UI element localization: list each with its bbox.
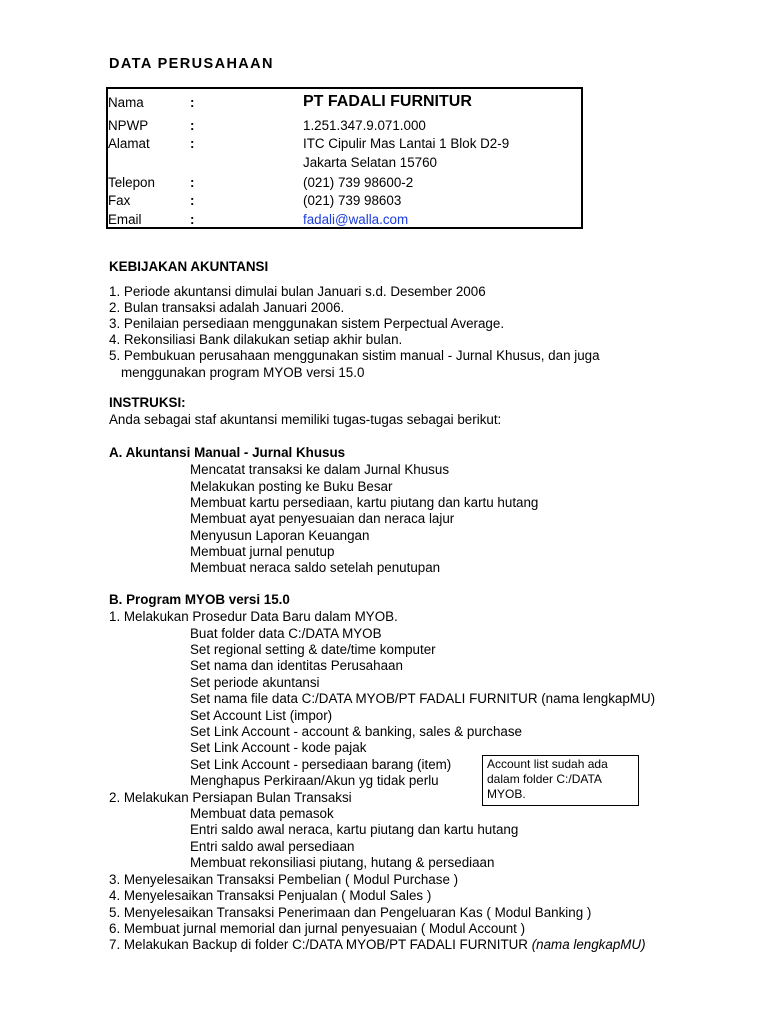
note-line: Account list sudah ada	[487, 757, 608, 771]
telepon-value: (021) 739 98600-2	[303, 175, 414, 190]
telepon-label: Telepon	[108, 175, 155, 190]
kebijakan-item: 2. Bulan transaksi adalah Januari 2006.	[109, 300, 345, 315]
step2-item: Membuat data pemasok	[190, 806, 334, 821]
step1-item: Buat folder data C:/DATA MYOB	[190, 626, 382, 641]
section-b-step3: 3. Menyelesaikan Transaksi Pembelian ( Modul Purchase )	[109, 872, 459, 887]
step2-item: Entri saldo awal persediaan	[190, 839, 355, 854]
step1-item: Set nama dan identitas Perusahaan	[190, 658, 403, 673]
kebijakan-item-continuation: menggunakan program MYOB versi 15.0	[121, 365, 365, 380]
telepon-colon: :	[190, 175, 195, 190]
section-a-heading: A. Akuntansi Manual - Jurnal Khusus	[109, 445, 346, 460]
section-a-item: Membuat jurnal penutup	[190, 544, 335, 559]
section-b-step4: 4. Menyelesaikan Transaksi Penjualan ( Modul Sales )	[109, 888, 432, 903]
step1-item: Set periode akuntansi	[190, 675, 320, 690]
alamat-value-line1: ITC Cipulir Mas Lantai 1 Blok D2-9	[303, 136, 510, 151]
instruksi-intro: Anda sebagai staf akuntansi memiliki tugas-tugas sebagai berikut:	[109, 412, 502, 427]
section-a-item: Membuat ayat penyesuaian dan neraca lajur	[190, 511, 455, 526]
section-a-item: Membuat neraca saldo setelah penutupan	[190, 560, 441, 575]
fax-colon: :	[190, 193, 195, 208]
step7-text: 7. Melakukan Backup di folder C:/DATA MYOB/PT FADALI FURNITUR	[109, 937, 532, 952]
step1-item: Set Account List (impor)	[190, 708, 333, 723]
section-a-item: Mencatat transaksi ke dalam Jurnal Khusus	[190, 462, 450, 477]
name-colon: :	[190, 95, 195, 110]
section-b-step6: 6. Membuat jurnal memorial dan jurnal penyesuaian ( Modul Account )	[109, 921, 526, 936]
section-b-step5: 5. Menyelesaikan Transaksi Penerimaan dan Pengeluaran Kas ( Modul Banking )	[109, 905, 592, 920]
note-line: MYOB.	[487, 787, 526, 801]
section-b-heading: B. Program MYOB versi 15.0	[109, 592, 290, 607]
step1-item: Menghapus Perkiraan/Akun yg tidak perlu	[190, 773, 439, 788]
step2-item: Membuat rekonsiliasi piutang, hutang & persediaan	[190, 855, 495, 870]
alamat-label: Alamat	[108, 136, 150, 151]
step7-note: (nama lengkapMU)	[531, 937, 646, 952]
email-link[interactable]: fadali@walla.com	[303, 212, 409, 227]
step1-item: Set nama file data C:/DATA MYOB/PT FADALI FURNITUR (nama lengkapMU)	[190, 691, 656, 706]
name-label: Nama	[108, 95, 144, 110]
note-line: dalam folder C:/DATA	[487, 772, 602, 786]
email-label: Email	[108, 212, 142, 227]
instruksi-heading: INSTRUKSI:	[109, 395, 186, 410]
section-b-step1: 1. Melakukan Prosedur Data Baru dalam MYOB.	[109, 609, 398, 624]
section-a-item: Membuat kartu persediaan, kartu piutang dan kartu hutang	[190, 495, 539, 510]
fax-value: (021) 739 98603	[303, 193, 402, 208]
section-b-step7	[109, 937, 646, 953]
section-b-step2: 2. Melakukan Persiapan Bulan Transaksi	[109, 790, 352, 805]
kebijakan-heading: KEBIJAKAN AKUNTANSI	[109, 259, 269, 274]
kebijakan-item: 5. Pembukuan perusahaan menggunakan sistim manual - Jurnal Khusus, dan juga	[109, 348, 600, 363]
email-colon: :	[190, 212, 195, 227]
kebijakan-item: 1. Periode akuntansi dimulai bulan Januari s.d. Desember 2006	[109, 284, 486, 299]
company-name: PT FADALI FURNITUR	[303, 93, 472, 110]
step1-item: Set Link Account - account & banking, sales & purchase	[190, 724, 522, 739]
alamat-colon: :	[190, 136, 195, 151]
kebijakan-item: 4. Rekonsiliasi Bank dilakukan setiap akhir bulan.	[109, 332, 403, 347]
account-list-note-box	[482, 755, 639, 806]
step1-item: Set Link Account - kode pajak	[190, 740, 367, 755]
step1-item: Set regional setting & date/time komputer	[190, 642, 436, 657]
alamat-value-line2: Jakarta Selatan 15760	[303, 155, 438, 170]
kebijakan-item: 3. Penilaian persediaan menggunakan sistem Perpectual Average.	[109, 316, 505, 331]
fax-label: Fax	[108, 193, 131, 208]
page-title: DATA PERUSAHAAN	[109, 56, 274, 72]
section-a-item: Melakukan posting ke Buku Besar	[190, 479, 393, 494]
step1-item: Set Link Account - persediaan barang (item)	[190, 757, 452, 772]
npwp-colon: :	[190, 118, 195, 133]
section-a-item: Menyusun Laporan Keuangan	[190, 528, 370, 543]
step2-item: Entri saldo awal neraca, kartu piutang dan kartu hutang	[190, 822, 519, 837]
npwp-label: NPWP	[108, 118, 149, 133]
npwp-value: 1.251.347.9.071.000	[303, 118, 426, 133]
